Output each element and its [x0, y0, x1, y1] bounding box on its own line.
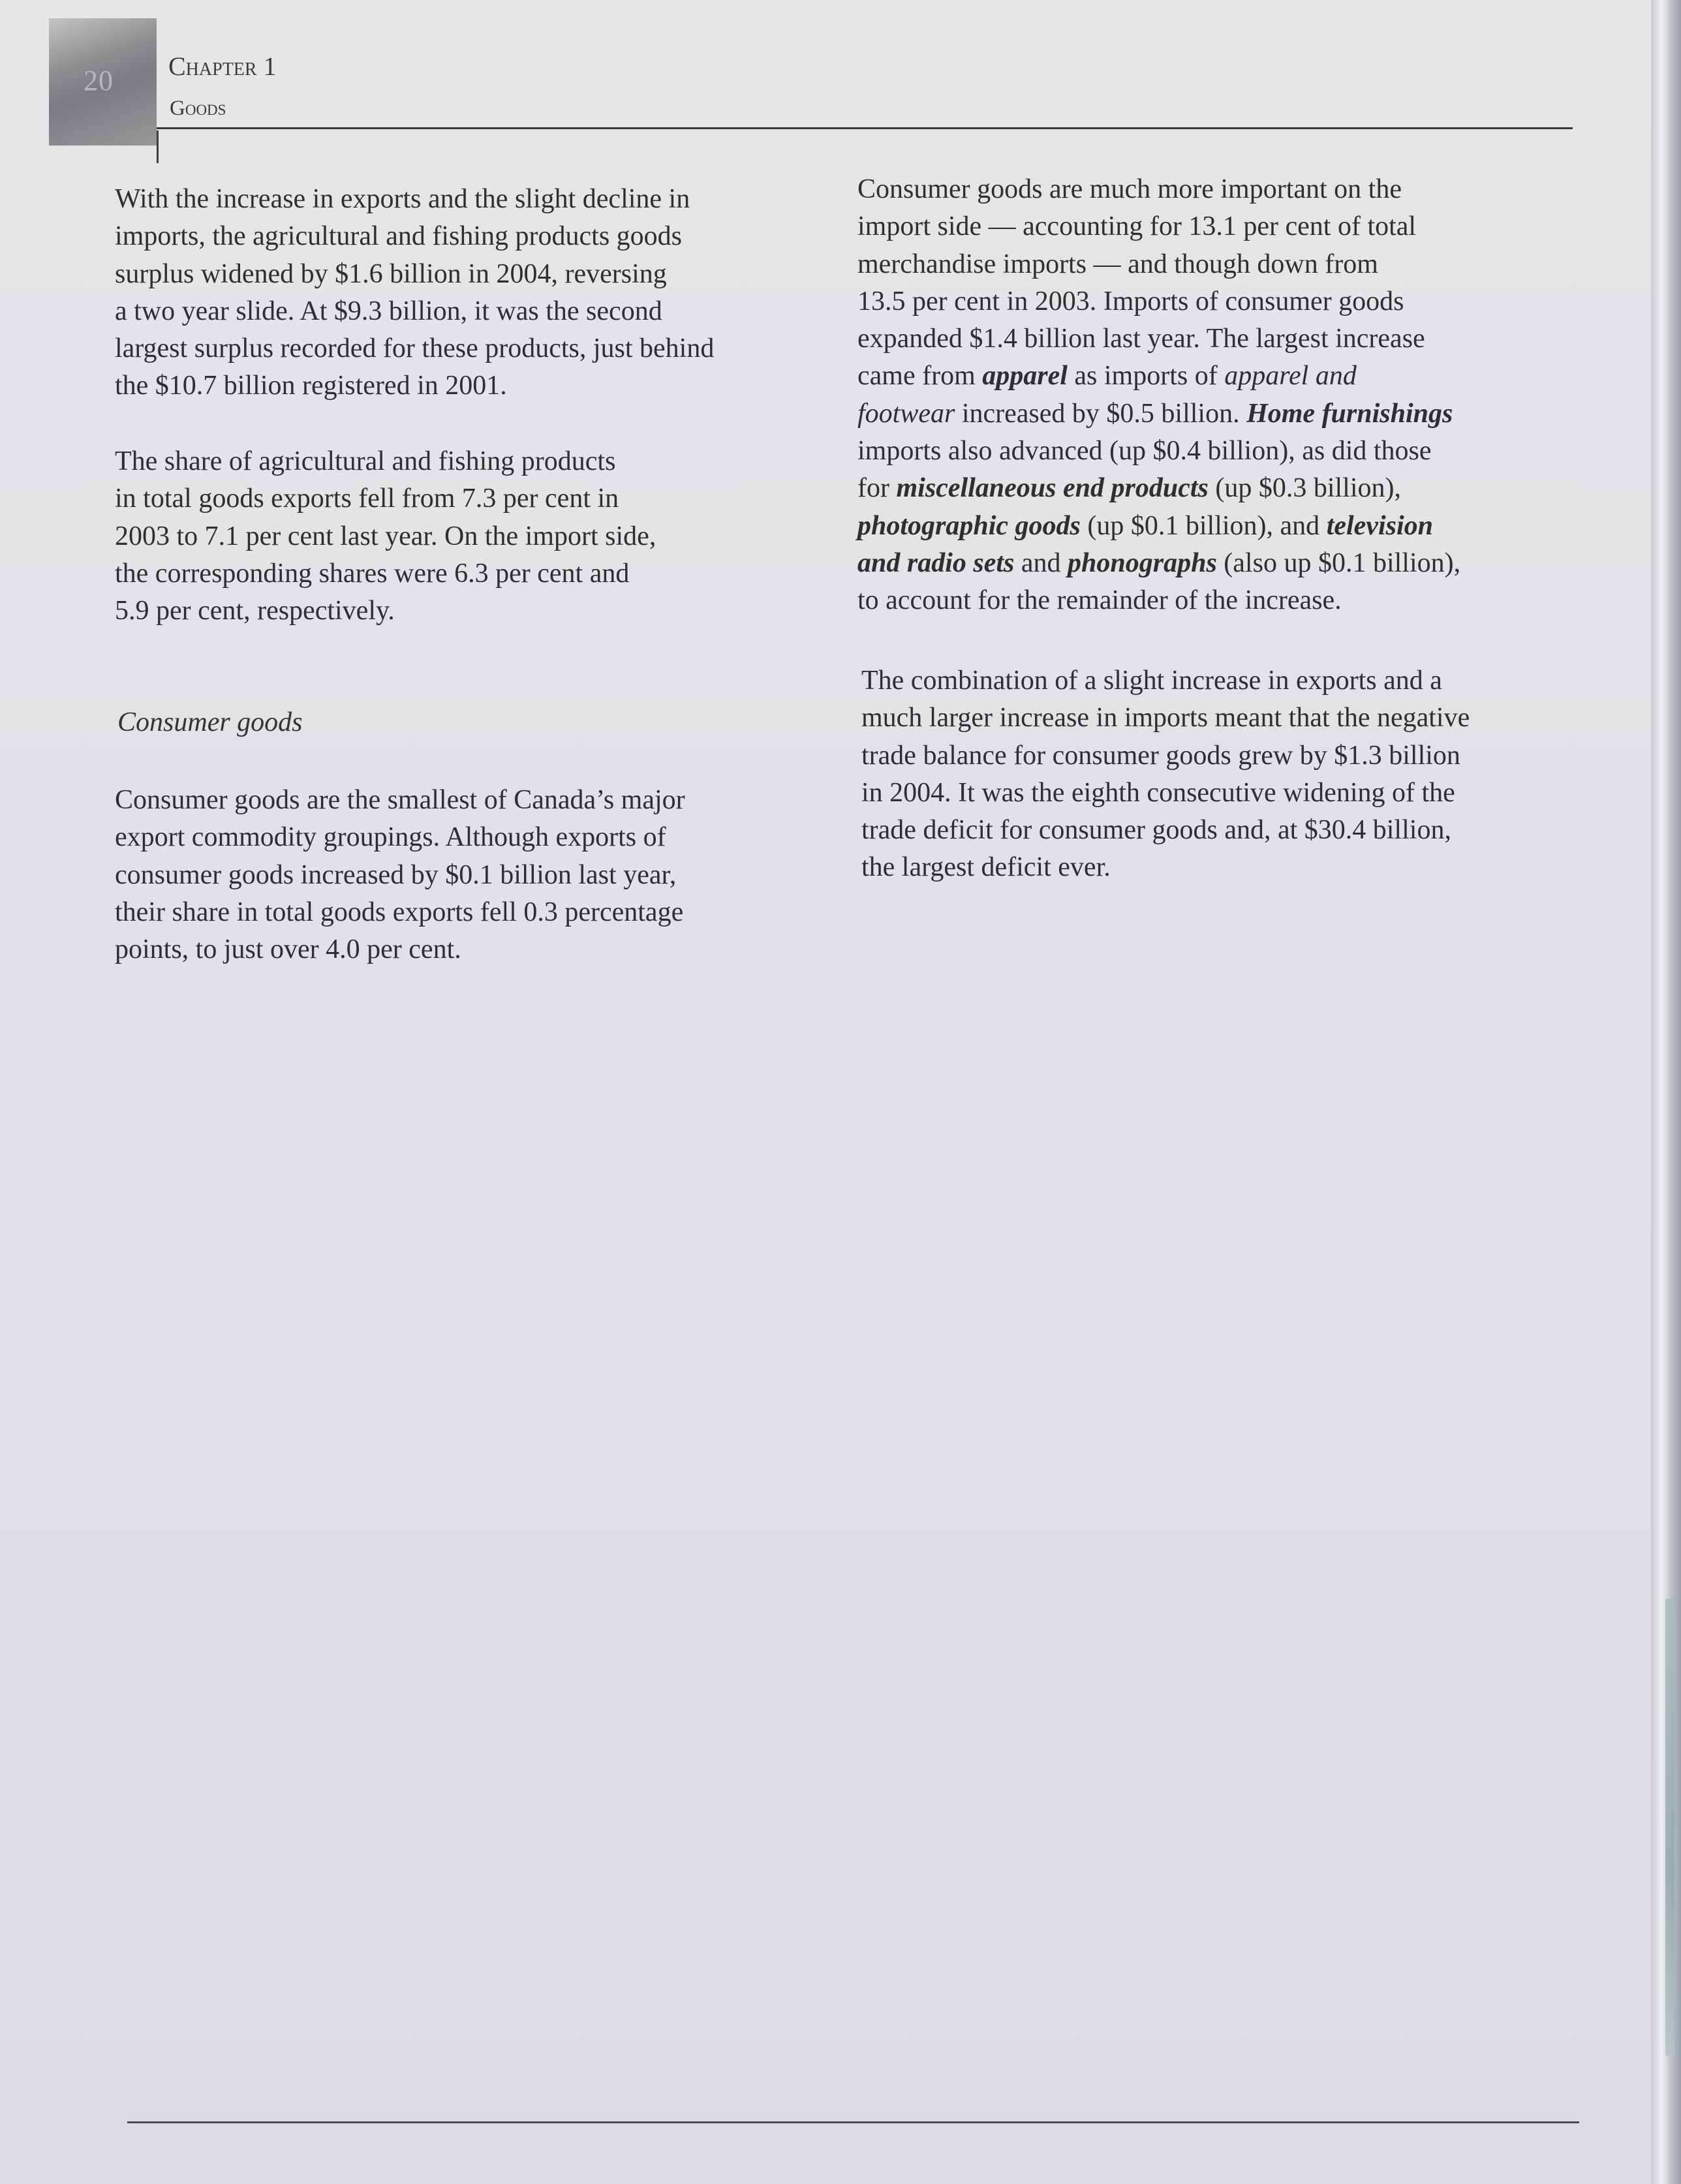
- text-line: expanded $1.4 billion last year. The largest increase: [857, 324, 1425, 354]
- text-line: 13.5 per cent in 2003. Imports of consumer goods: [857, 286, 1404, 316]
- text-line: Consumer goods are the smallest of Canada’s major: [115, 785, 685, 815]
- text-line: trade deficit for consumer goods and, at $30.4 billion,: [861, 815, 1451, 846]
- text-run: (up $0.1 billion), and: [1080, 510, 1327, 541]
- text-run: increased by $0.5 billion.: [955, 398, 1247, 429]
- header-rule: [157, 127, 1573, 129]
- text-run: as imports of: [1067, 361, 1225, 392]
- text-line: in 2004. It was the eighth consecutive widening of the: [861, 777, 1455, 808]
- text-line: Consumer goods are much more important on the: [857, 174, 1402, 204]
- text-line: The combination of a slight increase in exports and a: [861, 666, 1442, 696]
- text-line: largest surplus recorded for these products, just behind: [115, 333, 715, 364]
- right-paragraph-trade-balance: [861, 662, 1470, 887]
- left-paragraph-agri-share: [115, 443, 656, 630]
- consumer-goods-heading: Consumer goods: [117, 707, 303, 737]
- text-line: [857, 545, 1460, 582]
- emphasis-television: television: [1326, 510, 1433, 541]
- text-line: the $10.7 billion registered in 2001.: [115, 371, 507, 401]
- text-run: (also up $0.1 billion),: [1216, 547, 1461, 578]
- emphasis-phonographs: phonographs: [1068, 547, 1217, 578]
- left-paragraph-consumer-exports: [115, 782, 685, 968]
- book-page-edge: [1651, 0, 1681, 2184]
- text-line: their share in total goods exports fell 0.3 percentage: [115, 897, 684, 927]
- text-line: in total goods exports fell from 7.3 per cent in: [115, 484, 619, 514]
- emphasis-photographic-goods: photographic goods: [857, 510, 1081, 541]
- emphasis-apparel: apparel: [982, 361, 1068, 392]
- emphasis-radio-sets: and radio sets: [857, 547, 1015, 578]
- text-line: import side — accounting for 13.1 per cent of total: [857, 211, 1417, 242]
- text-line: the largest deficit ever.: [861, 852, 1111, 883]
- header-tick-divider: [157, 131, 159, 163]
- emphasis-home-furnishings: Home furnishings: [1246, 398, 1453, 429]
- right-paragraph-consumer-imports: [857, 171, 1460, 620]
- italic-apparel-and: apparel and: [1224, 361, 1357, 392]
- text-line: surplus widened by $1.6 billion in 2004, reversing: [115, 258, 667, 289]
- text-line: [857, 470, 1460, 507]
- page-edge-tab: [1665, 1599, 1674, 2055]
- text-run: and: [1014, 547, 1068, 578]
- section-title: Goods: [170, 97, 226, 120]
- text-line: consumer goods increased by $0.1 billion last year,: [115, 859, 677, 890]
- page-number: 20: [84, 65, 114, 97]
- text-line: to account for the remainder of the increase.: [857, 585, 1342, 616]
- text-line: [857, 395, 1460, 433]
- chapter-title: Chapter 1: [168, 52, 277, 81]
- text-line: much larger increase in imports meant that the negative: [861, 703, 1470, 733]
- text-line: [857, 508, 1460, 545]
- italic-footwear: footwear: [857, 398, 955, 429]
- text-run: came from: [857, 361, 983, 392]
- text-line: With the increase in exports and the slight decline in: [115, 184, 690, 214]
- text-line: trade balance for consumer goods grew by $1.3 billion: [861, 740, 1460, 771]
- text-line: imports, the agricultural and fishing products goods: [115, 221, 683, 252]
- footer-rule: [127, 2121, 1579, 2123]
- text-line: merchandise imports — and though down from: [857, 249, 1378, 279]
- text-line: 2003 to 7.1 per cent last year. On the import side,: [115, 521, 656, 551]
- text-line: imports also advanced (up $0.4 billion), as did those: [857, 436, 1432, 467]
- text-line: points, to just over 4.0 per cent.: [115, 934, 461, 965]
- text-line: 5.9 per cent, respectively.: [115, 596, 395, 626]
- text-line: [857, 358, 1460, 395]
- text-run: for: [857, 473, 897, 504]
- text-line: export commodity groupings. Although exports of: [115, 822, 666, 853]
- left-paragraph-agri-surplus: [115, 181, 714, 405]
- text-line: a two year slide. At $9.3 billion, it was the second: [115, 296, 662, 326]
- emphasis-misc-end-products: miscellaneous end products: [896, 473, 1209, 504]
- text-line: The share of agricultural and fishing products: [115, 446, 616, 476]
- text-line: the corresponding shares were 6.3 per cent and: [115, 558, 630, 589]
- text-run: (up $0.3 billion),: [1208, 473, 1402, 504]
